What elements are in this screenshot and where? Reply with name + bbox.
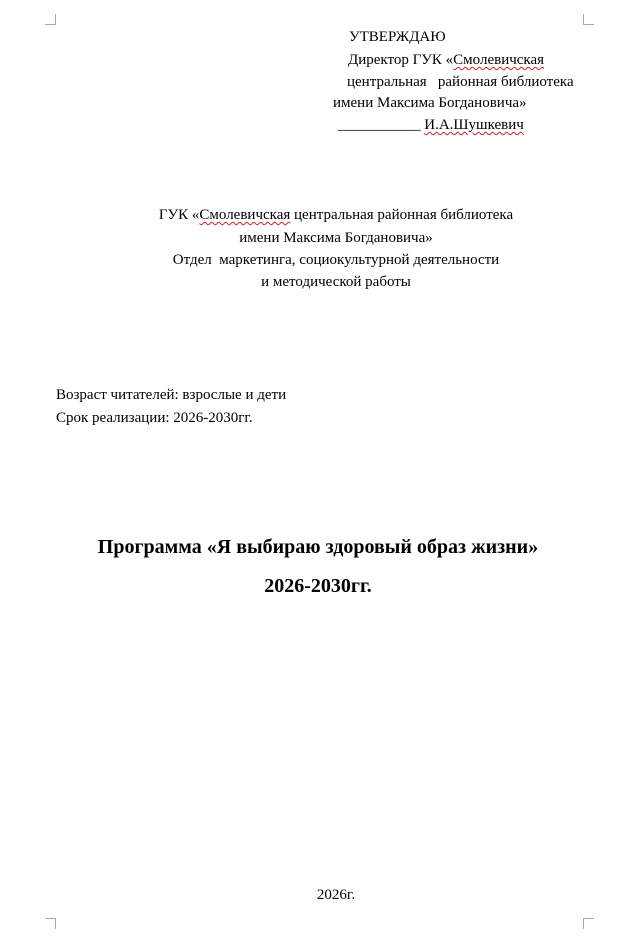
approval-library-name: Смолевичская xyxy=(453,52,545,68)
approval-director-text: Директор ГУК « xyxy=(348,52,454,68)
org-department: Отдел маркетинга, социокультурной деятельности xyxy=(172,252,500,268)
approval-director-line xyxy=(348,51,544,69)
crop-mark-top-left xyxy=(45,14,56,25)
signature-blank: ___________ xyxy=(338,117,421,133)
org-library-rest: центральная районная библиотека xyxy=(290,207,514,223)
program-title: Программа «Я выбираю здоровый образ жизни» xyxy=(97,536,539,558)
approval-library-line: центральная районная библиотека xyxy=(347,74,574,90)
org-line-1 xyxy=(0,206,636,224)
crop-mark-bottom-left xyxy=(45,918,56,929)
org-library-name: Смолевичская xyxy=(199,207,291,223)
approval-signature-line xyxy=(338,116,524,134)
approval-named-after: имени Максима Богдановича» xyxy=(333,95,527,111)
org-line-2: имени Максима Богдановича» xyxy=(239,230,433,246)
reader-age: Возраст читателей: взрослые и дети xyxy=(56,387,287,403)
document-year: 2026г. xyxy=(316,887,356,903)
signature-name: И.А.Шушкевич xyxy=(424,117,524,133)
org-department-2: и методической работы xyxy=(261,274,411,290)
crop-mark-top-right xyxy=(583,14,594,25)
implementation-period: Срок реализации: 2026-2030гг. xyxy=(56,410,253,426)
program-years: 2026-2030гг. xyxy=(264,575,372,597)
crop-mark-bottom-right xyxy=(583,918,594,929)
approval-heading: УТВЕРЖДАЮ xyxy=(349,29,446,45)
org-prefix: ГУК « xyxy=(158,207,200,223)
